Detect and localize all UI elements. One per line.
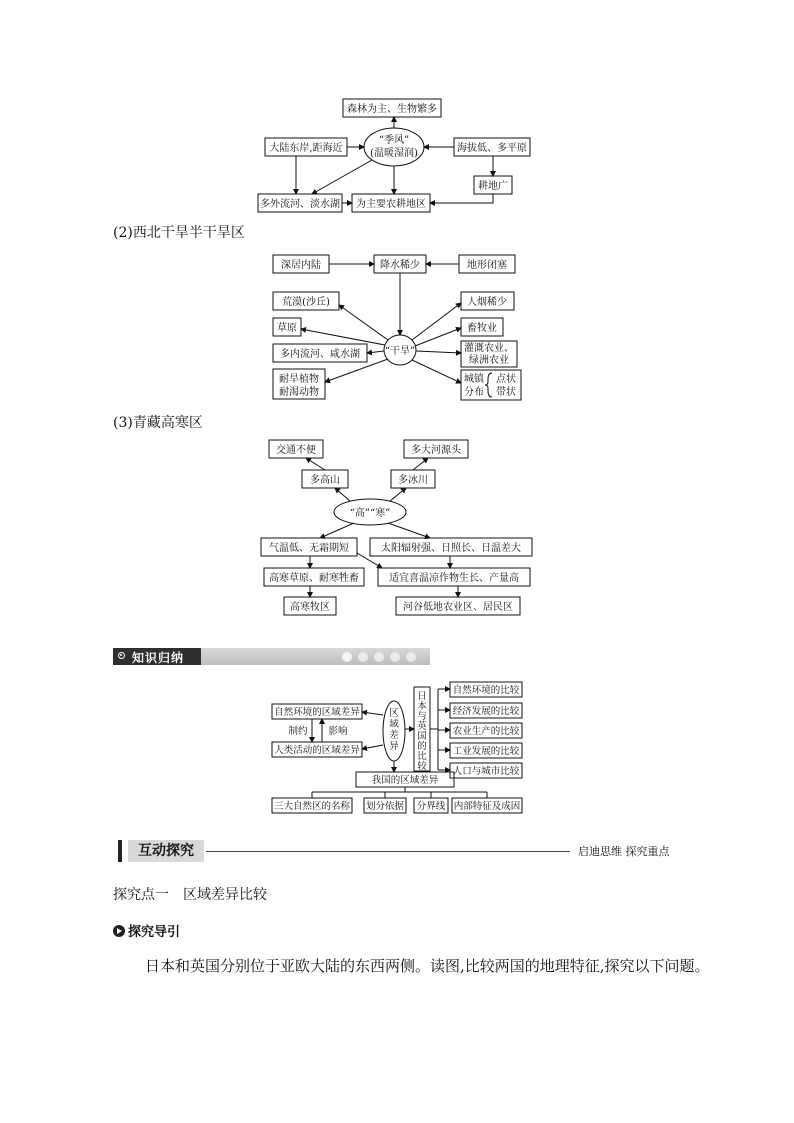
box-steppe: 草原 bbox=[277, 323, 297, 334]
box-rivers: 多外流河、淡水湖 bbox=[260, 199, 340, 210]
box-names: 三大自然区的名称 bbox=[273, 801, 351, 812]
inquiry-point-title: 探究点一 区域差异比较 bbox=[113, 887, 267, 903]
target-icon bbox=[118, 652, 125, 659]
knowledge-structure-diagram bbox=[0, 675, 794, 825]
box-irrigation-1: 灌溉农业、 bbox=[464, 343, 514, 354]
box-cmp-economy: 经济发展的比较 bbox=[452, 706, 520, 717]
section-header-title: 互动探究 bbox=[128, 840, 204, 862]
section2-label: (2)西北干旱半干旱区 bbox=[113, 225, 245, 241]
box-plants-2: 耐渴动物 bbox=[279, 387, 319, 398]
box-low-plain: 海拔低、多平原 bbox=[457, 143, 527, 154]
box-river-source: 多大河源头 bbox=[411, 445, 461, 456]
node-high-cold: “高”“寒” bbox=[349, 508, 391, 519]
box-cool-crops: 适宜喜温凉作物生长、产量高 bbox=[389, 573, 519, 584]
box-towns-4: 带状 bbox=[496, 387, 516, 398]
box-china-diff: 我国的区域差异 bbox=[371, 775, 439, 786]
box-transport: 交通不便 bbox=[276, 445, 316, 456]
play-arrow-icon bbox=[113, 925, 125, 937]
box-mountains: 多高山 bbox=[310, 475, 340, 486]
box-towns-2: 分布 bbox=[464, 387, 484, 398]
label-influence: 影响 bbox=[328, 726, 348, 737]
box-radiation: 太阳辐射强、日照长、日温差大 bbox=[381, 543, 521, 554]
node-monsoon: “季风” bbox=[378, 135, 410, 146]
box-boundary: 分界线 bbox=[416, 801, 446, 812]
box-inland: 深居内陆 bbox=[281, 260, 321, 271]
box-salt-lakes: 多内流河、咸水湖 bbox=[280, 349, 360, 360]
arid-region-diagram bbox=[0, 245, 794, 415]
box-cmp-nature: 自然环境的比较 bbox=[452, 685, 520, 696]
monsoon-region-diagram bbox=[0, 0, 794, 220]
section-header-rule bbox=[206, 851, 570, 852]
box-human-diff: 人类活动的区域差异 bbox=[274, 745, 360, 756]
box-glaciers: 多冰川 bbox=[398, 475, 428, 486]
box-east-coast: 大陆东岸,距海近 bbox=[269, 143, 343, 154]
box-cmp-pop: 人口与城市比较 bbox=[452, 766, 520, 777]
box-cmp-agri: 农业生产的比较 bbox=[452, 726, 520, 737]
box-towns-1: 城镇 bbox=[464, 374, 484, 385]
label-restrict: 制约 bbox=[288, 726, 308, 737]
plateau-region-diagram bbox=[0, 430, 794, 620]
box-cmp-industry: 工业发展的比较 bbox=[452, 746, 520, 757]
box-basis: 划分依据 bbox=[365, 801, 405, 812]
inquiry-guide-title: 探究导引 bbox=[128, 925, 181, 940]
box-desert: 荒漠(沙丘) bbox=[282, 297, 330, 308]
box-towns-3: 点状 bbox=[496, 374, 516, 385]
section-header-accent bbox=[118, 840, 122, 862]
node-arid: “干旱” bbox=[384, 346, 416, 357]
box-low-temp: 气温低、无霜期短 bbox=[269, 543, 349, 554]
node-monsoon-sub: (温暖湿润) bbox=[370, 148, 418, 159]
inquiry-guide-heading bbox=[113, 921, 180, 940]
box-irrigation-2: 绿洲农业 bbox=[469, 355, 509, 366]
box-livestock: 畜牧业 bbox=[467, 323, 497, 334]
box-terrain: 地形闭塞 bbox=[467, 260, 507, 271]
section3-label: (3)青藏高寒区 bbox=[113, 415, 203, 431]
box-low-rain: 降水稀少 bbox=[380, 260, 420, 271]
knowledge-title: 知识归纳 bbox=[132, 651, 185, 665]
box-forest: 森林为主、生物繁多 bbox=[347, 104, 437, 115]
box-sparse: 人烟稀少 bbox=[467, 297, 507, 308]
knowledge-banner bbox=[113, 648, 430, 665]
box-pasture: 高寒牧区 bbox=[290, 602, 330, 613]
box-alpine: 高寒草原、耐寒牲畜 bbox=[269, 573, 359, 584]
section-header-subtitle: 启迪思维 探究重点 bbox=[578, 845, 670, 858]
box-japan-uk: 日本与英国的比较 bbox=[417, 691, 427, 772]
box-features: 内部特征及成因 bbox=[453, 801, 521, 812]
decorative-dots bbox=[342, 652, 416, 662]
inquiry-paragraph: 日本和英国分别位于亚欧大陆的东西两侧。读图,比较两国的地理特征,探究以下问题。 bbox=[145, 957, 710, 975]
node-region-diff: 区域差异 bbox=[389, 708, 399, 752]
box-valley: 河谷低地农业区、居民区 bbox=[403, 602, 513, 613]
box-agri: 为主要农耕地区 bbox=[356, 199, 426, 210]
box-farmland: 耕地广 bbox=[478, 181, 508, 192]
box-plants-1: 耐旱植物 bbox=[279, 374, 319, 385]
box-natural-diff: 自然环境的区域差异 bbox=[274, 707, 360, 718]
